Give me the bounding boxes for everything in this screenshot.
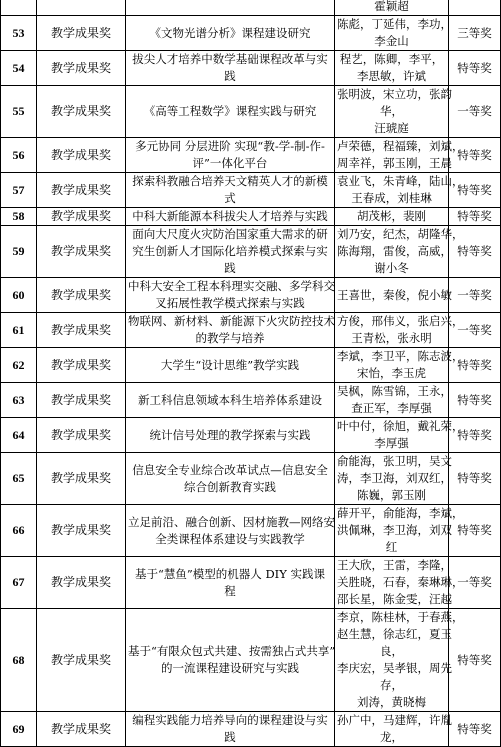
project-title-line: 《高等工程数学》课程实践与研究 — [143, 104, 317, 118]
table-row — [1, 86, 501, 138]
table-row — [1, 313, 501, 348]
project-title — [126, 383, 335, 418]
table-row — [1, 609, 501, 712]
award-level: 特等奖 — [449, 226, 501, 278]
project-title — [126, 453, 335, 505]
project-title — [126, 609, 335, 712]
table-row — [1, 557, 501, 609]
team-members-line: 孙广中，马建辉，许胤 — [337, 713, 452, 727]
team-members — [335, 226, 464, 278]
team-members-line: 叶中付，徐旭，戴礼荣， — [337, 419, 464, 433]
project-title — [126, 712, 335, 747]
award-category: 教学成果奖 — [37, 226, 126, 278]
team-members-line: 卢荣德，程福臻，刘斌， — [337, 139, 464, 153]
project-title — [126, 313, 335, 348]
team-members-line: 宋怡，李玉虎 — [357, 366, 426, 380]
row-number: 54 — [1, 51, 37, 86]
table-row — [1, 712, 501, 747]
project-title-line: 综合创新教育实践 — [184, 479, 276, 494]
award-level — [449, 0, 501, 16]
award-category: 教学成果奖 — [37, 348, 126, 383]
team-members-line: 邵长星，陈金雯，汪越 — [337, 592, 452, 606]
award-category: 教学成果奖 — [37, 51, 126, 86]
project-title — [126, 208, 335, 226]
project-title-line: 统计信号处理的教学探索与实践 — [149, 427, 311, 442]
team-members — [335, 138, 464, 173]
row-number — [1, 0, 37, 16]
award-level: 特等奖 — [449, 208, 501, 226]
team-members — [335, 348, 464, 383]
team-members-line: 霍颖超 — [374, 0, 409, 13]
project-title-line: 评”一体化平台 — [192, 156, 268, 170]
award-category — [37, 0, 126, 16]
award-category: 教学成果奖 — [37, 453, 126, 505]
project-title — [126, 557, 335, 609]
row-number: 62 — [1, 348, 37, 383]
team-members-line: 袁业飞，朱青峰，陆山， — [337, 174, 464, 188]
award-category: 教学成果奖 — [37, 609, 126, 712]
award-category: 教学成果奖 — [37, 138, 126, 173]
team-members-line: 陈巍，郭玉刚 — [357, 488, 426, 502]
project-title-line: 践 — [224, 730, 236, 744]
award-level: 一等奖 — [449, 557, 501, 609]
table-row — [1, 453, 501, 505]
row-number: 66 — [1, 505, 37, 557]
team-members-line: 胡茂彬，裴刚 — [357, 209, 426, 223]
award-level: 特等奖 — [449, 383, 501, 418]
project-title-line: 中科大新能源本科拔尖人才培养与实践 — [132, 209, 328, 223]
table-row — [1, 16, 501, 51]
award-level: 一等奖 — [449, 86, 501, 138]
team-members-line: 谢小冬 — [374, 261, 409, 275]
project-title-line: 立足前沿、融合创新、因材施教—网络安 — [128, 514, 335, 529]
team-members-line: 良， — [380, 644, 403, 658]
team-members-line: 华， — [380, 104, 403, 118]
award-level: 特等奖 — [449, 712, 501, 747]
team-members-line: 方俊，邢伟义，张启兴， — [337, 314, 464, 328]
team-members-line: 存， — [380, 678, 403, 692]
row-number: 67 — [1, 557, 37, 609]
row-number: 55 — [1, 86, 37, 138]
award-category: 教学成果奖 — [37, 278, 126, 313]
team-members-line: 薛开平，俞能海，李斌， — [337, 506, 464, 520]
project-title — [126, 226, 335, 278]
team-members — [335, 453, 452, 505]
row-number: 57 — [1, 173, 37, 208]
award-level: 特等奖 — [449, 348, 501, 383]
team-members — [335, 278, 452, 313]
team-members — [335, 313, 464, 348]
award-category: 教学成果奖 — [37, 86, 126, 138]
project-title — [126, 0, 335, 16]
team-members-line: 刘涛，黄晓梅 — [357, 695, 426, 709]
project-title — [126, 505, 335, 557]
award-level: 三等奖 — [449, 16, 501, 51]
row-number: 69 — [1, 712, 37, 747]
project-title-line: 信息安全专业综合改革试点—信息安全 — [132, 462, 328, 477]
team-members — [335, 505, 464, 557]
row-number: 63 — [1, 383, 37, 418]
award-category: 教学成果奖 — [37, 383, 126, 418]
team-members-line: 王喜世，秦俊，倪小敏 — [337, 287, 452, 302]
team-members-line: 洪佩琳，李卫海，刘双 — [337, 523, 452, 537]
award-level: 特等奖 — [449, 173, 501, 208]
team-members-line: 王青松，张永明 — [351, 331, 432, 345]
award-level: 特等奖 — [449, 138, 501, 173]
team-members — [335, 16, 452, 51]
project-title — [126, 278, 335, 313]
team-members — [335, 418, 464, 453]
team-members — [335, 173, 464, 208]
project-title-line: 究生创新人才国际化培养模式探索与实 — [132, 244, 328, 258]
team-members-line: 李庆宏，吴孝银，周先 — [337, 661, 452, 675]
team-members-line: 李斌，李卫平，陈志波， — [337, 349, 464, 363]
row-number: 60 — [1, 278, 37, 313]
project-title-line: 的教学与培养 — [195, 331, 265, 345]
row-number: 68 — [1, 609, 37, 712]
award-category: 教学成果奖 — [37, 173, 126, 208]
project-title-line: 物联网、新材料、新能源下火灾防控技术 — [128, 314, 335, 328]
team-members — [335, 557, 464, 609]
team-members-line: 李厚强 — [374, 436, 409, 450]
project-title — [126, 348, 335, 383]
team-members-line: 程艺，陈卿，李平， — [339, 52, 444, 66]
team-members-line: 查正军，李厚强 — [351, 401, 432, 415]
award-category: 教学成果奖 — [37, 418, 126, 453]
team-members-line: 周幸祥，郭玉刚，王晨 — [337, 156, 452, 170]
team-members-line: 关胜晓，石春，秦琳琳， — [337, 575, 464, 589]
row-number: 61 — [1, 313, 37, 348]
project-title-line: 基于“有限众包式共建、按需独占式共享” — [128, 644, 336, 658]
row-number: 58 — [1, 208, 37, 226]
award-level: 一等奖 — [449, 313, 501, 348]
table-row — [1, 51, 501, 86]
project-title-line: 的一流课程建设研究与实践 — [161, 661, 299, 675]
team-members — [335, 609, 464, 712]
row-number: 64 — [1, 418, 37, 453]
project-title — [126, 16, 335, 51]
award-category: 教学成果奖 — [37, 557, 126, 609]
table-row — [1, 226, 501, 278]
project-title-line: 式 — [224, 191, 236, 205]
project-title-line: 拔尖人才培养中数学基础课程改革与实 — [132, 52, 328, 66]
award-category: 教学成果奖 — [37, 712, 126, 747]
team-members-line: 汪琥庭 — [374, 121, 409, 135]
team-members-line: 吴枫，陈雪锦，王永， — [337, 384, 452, 398]
project-title-line: 编程实践能力培养导向的课程建设与实 — [132, 713, 328, 727]
team-members-line: 李京，陈桂林，于春燕， — [337, 610, 464, 624]
award-level: 一等奖 — [449, 278, 501, 313]
project-title — [126, 51, 335, 86]
project-title-line: 新工科信息领域本科生培养体系建设 — [138, 392, 322, 407]
award-category: 教学成果奖 — [37, 505, 126, 557]
team-members — [335, 383, 452, 418]
row-number: 65 — [1, 453, 37, 505]
table-row — [1, 208, 501, 226]
table-row — [1, 173, 501, 208]
table-row — [1, 0, 501, 16]
project-title — [126, 86, 335, 138]
table-row — [1, 383, 501, 418]
award-level: 特等奖 — [449, 609, 501, 712]
row-number: 56 — [1, 138, 37, 173]
team-members-line: 陈彪，丁延伟，李功， — [337, 17, 452, 31]
team-members-line: 李思敏，许斌 — [357, 69, 426, 83]
team-members-line: 刘乃安，纪杰，胡隆华， — [337, 227, 464, 241]
team-members-line: 赵生慧，徐志红，夏玉 — [337, 627, 452, 641]
award-category: 教学成果奖 — [37, 313, 126, 348]
team-members-line: 王大欣，王雷，李隆， — [337, 558, 452, 572]
project-title-line: 基于“慧鱼”模型的机器人 DIY 实践课 — [135, 566, 325, 581]
project-title — [126, 173, 335, 208]
team-members-line: 王春成，刘桂琳 — [351, 191, 432, 205]
project-title-line: 践 — [224, 69, 236, 83]
team-members — [335, 0, 449, 16]
team-members — [335, 86, 452, 138]
row-number: 59 — [1, 226, 37, 278]
project-title-line: 程 — [224, 583, 236, 598]
project-title-line: 叉拓展性教学模式探索与实践 — [155, 296, 305, 310]
award-level: 特等奖 — [449, 453, 501, 505]
table-row — [1, 418, 501, 453]
team-members — [335, 712, 452, 747]
team-members-line: 涛，李卫海，刘双红， — [337, 471, 452, 485]
team-members-line: 张明波，宋立功，张韵 — [337, 87, 452, 101]
project-title-line: 全类课程体系建设与实践教学 — [155, 531, 305, 546]
award-category: 教学成果奖 — [37, 208, 126, 226]
project-title-line: 践 — [224, 261, 236, 275]
row-number: 53 — [1, 16, 37, 51]
table-row — [1, 138, 501, 173]
team-members-line: 红 — [385, 540, 398, 554]
project-title — [126, 138, 335, 173]
project-title-line: 《文物光谱分析》课程建设研究 — [149, 25, 311, 40]
project-title-line: 中科大安全工程本科理实交融、多学科交 — [128, 279, 335, 293]
team-members — [335, 208, 449, 226]
project-title-line: 多元协同 分层进阶 实现“教-学-制-作- — [135, 139, 325, 153]
awards-table-body — [1, 0, 501, 747]
table-row — [1, 505, 501, 557]
team-members-line: 俞能海，张卫明，吴文 — [337, 454, 452, 468]
award-level: 特等奖 — [449, 418, 501, 453]
project-title-line: 面向大尺度火灾防治国家重大需求的研 — [132, 227, 328, 241]
team-members-line: 龙， — [380, 730, 403, 744]
project-title — [126, 418, 335, 453]
award-level: 特等奖 — [449, 51, 501, 86]
team-members-line: 李金山 — [374, 34, 409, 48]
table-row — [1, 278, 501, 313]
award-level: 特等奖 — [449, 505, 501, 557]
award-category: 教学成果奖 — [37, 16, 126, 51]
table-row — [1, 348, 501, 383]
project-title-line: 探索科教融合培养天文精英人才的新模 — [132, 174, 328, 188]
project-title-line: 大学生“设计思维”教学实践 — [160, 357, 300, 372]
team-members-line: 陈海翔，雷俊，高威， — [337, 244, 452, 258]
team-members — [335, 51, 449, 86]
